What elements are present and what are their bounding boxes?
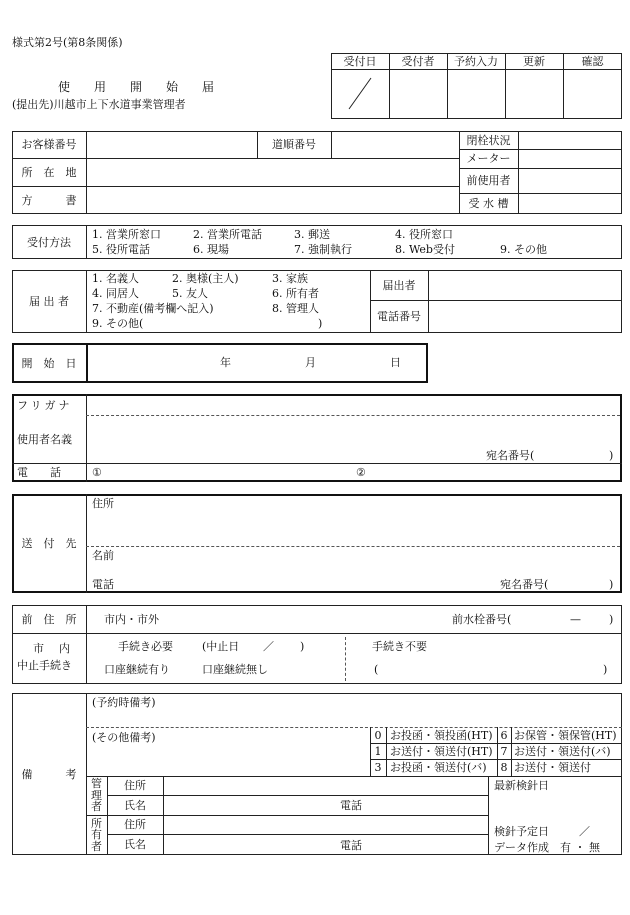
water-tank-label: 受 水 槽	[468, 197, 509, 210]
code-number: 6	[500, 728, 508, 742]
customer-number-field[interactable]	[87, 132, 256, 157]
notifier-option[interactable]: 1. 名義人	[92, 272, 139, 285]
code-option[interactable]: お送付・領送付	[514, 761, 591, 774]
manager-label: 管 理 者	[91, 777, 102, 814]
send-name-field[interactable]	[120, 548, 618, 572]
reception-option[interactable]: 2. 営業所電話	[193, 228, 262, 241]
latest-reading-label: 最新検針日	[494, 779, 549, 792]
stamp-header: 予約入力	[454, 54, 498, 68]
procedure-needed[interactable]: 手続き必要	[118, 640, 173, 653]
user-name-label: 使用者名義	[17, 433, 72, 446]
stamp-header: 更新	[523, 54, 545, 68]
notifier-option[interactable]: 3. 家族	[272, 272, 308, 285]
start-date-label: 開 始 日	[21, 356, 77, 370]
notifier-option[interactable]: 2. 奥様(主人)	[172, 272, 239, 285]
send-address-field[interactable]	[88, 511, 618, 544]
user-phone-label: 電 話	[17, 466, 61, 479]
phone-2-marker: ②	[356, 466, 366, 479]
planned-reading-label: 検針予定日	[494, 825, 549, 838]
address-label: 所 在 地	[21, 165, 77, 179]
user-addressee-close: )	[609, 449, 614, 462]
stop-date-close: )	[300, 640, 305, 653]
data-creation-toggle[interactable]: データ作成 有 ・ 無	[494, 841, 600, 854]
owner-phone-label: 電話	[340, 839, 362, 852]
user-addressee-number-label: 宛名番号(	[486, 449, 535, 462]
manager-phone-label: 電話	[340, 799, 362, 812]
reception-method-label: 受付方法	[27, 235, 71, 249]
notifier-option[interactable]: 8. 管理人	[272, 302, 319, 315]
code-number: 3	[374, 761, 382, 774]
notifier-name-label: 届出者	[382, 278, 416, 292]
notifier-option[interactable]: 7. 不動産(備考欄へ記入)	[92, 302, 214, 315]
start-month-label: 月	[305, 356, 316, 369]
closure-status-label: 閉栓状況	[466, 133, 511, 147]
code-number: 7	[500, 744, 508, 758]
notifier-option[interactable]: 6. 所有者	[272, 287, 319, 300]
planned-reading-slash: ／	[579, 825, 590, 838]
reserve-remarks-field[interactable]	[88, 710, 618, 725]
stop-date-label: (中止日	[202, 640, 240, 653]
date-slash-mark	[331, 69, 389, 119]
direction-field[interactable]	[87, 187, 458, 213]
other-remarks-label: (その他備考)	[92, 731, 156, 744]
start-year-label: 年	[220, 356, 231, 369]
route-number-field[interactable]	[332, 132, 458, 157]
reception-option[interactable]: 6. 現場	[193, 243, 229, 256]
notifier-option[interactable]: 5. 友人	[172, 287, 208, 300]
furigana-field[interactable]	[88, 396, 618, 414]
code-option[interactable]: お投函・領送付(バ)	[390, 761, 487, 774]
phone-1-field[interactable]	[106, 465, 346, 480]
account-continue[interactable]: 口座継続有り	[104, 663, 170, 676]
user-name-field[interactable]	[88, 417, 478, 461]
send-addressee-close: )	[609, 578, 614, 591]
furigana-label: フリガナ	[17, 399, 73, 412]
phone-2-field[interactable]	[370, 465, 618, 480]
phone-1-marker: ①	[92, 466, 102, 479]
remarks-label: 備 考	[21, 767, 77, 781]
code-option[interactable]: お送付・領送付(バ)	[514, 745, 611, 758]
note-close-paren: )	[603, 663, 608, 676]
code-number: 0	[374, 728, 382, 742]
reception-option[interactable]: 9. その他	[500, 243, 547, 256]
send-addressee-number-label: 宛名番号(	[500, 578, 549, 591]
code-option[interactable]: お送付・領送付(HT)	[390, 745, 493, 758]
notifier-other-close: )	[318, 317, 323, 330]
owner-address-label: 住所	[124, 818, 146, 831]
previous-user-label: 前使用者	[466, 174, 511, 187]
stamp-header: 確認	[581, 54, 604, 68]
form-number: 様式第2号(第8条関係)	[12, 36, 123, 49]
city-inside-outside[interactable]: 市内・市外	[104, 613, 159, 626]
manager-address-label: 住所	[124, 779, 146, 792]
reception-option[interactable]: 1. 営業所窓口	[92, 228, 161, 241]
owner-address-field[interactable]	[165, 816, 486, 833]
reception-option[interactable]: 3. 郵送	[294, 228, 330, 241]
notifier-label: 届 出 者	[29, 295, 69, 308]
previous-hydrant-label: 前水栓番号(	[452, 613, 512, 626]
previous-hydrant-close: )	[609, 613, 614, 626]
previous-hydrant-dash: —	[570, 613, 581, 626]
send-phone-field[interactable]	[120, 575, 490, 591]
stamp-header: 受付日	[343, 54, 377, 68]
send-to-label: 送 付 先	[21, 537, 77, 550]
owner-label: 所 有 者	[91, 816, 102, 853]
meter-label: メーター	[466, 152, 511, 165]
customer-number-label: お客様番号	[21, 138, 77, 151]
send-name-label: 名前	[92, 549, 114, 562]
notifier-option[interactable]: 4. 同居人	[92, 287, 139, 300]
manager-name-label: 氏名	[124, 798, 146, 812]
code-number: 1	[374, 744, 382, 758]
city-stop-label-1: 市 内	[33, 642, 72, 655]
direction-label: 方 書	[21, 193, 77, 207]
account-none[interactable]: 口座継続無し	[202, 663, 268, 676]
send-address-label: 住所	[92, 497, 114, 510]
reception-option[interactable]: 8. Web受付	[395, 243, 455, 256]
reception-option[interactable]: 7. 強制執行	[294, 243, 352, 256]
reception-option[interactable]: 5. 役所電話	[92, 243, 150, 256]
code-option[interactable]: お投函・領投函(HT)	[390, 729, 493, 742]
send-phone-label: 電話	[92, 578, 114, 591]
code-number: 8	[500, 761, 508, 774]
owner-name-label: 氏名	[124, 838, 146, 851]
form-title: 使 用 開 始 届	[58, 80, 215, 94]
previous-address-label: 前 住 所	[21, 612, 77, 626]
notifier-phone-label: 電話番号	[377, 310, 421, 323]
code-option[interactable]: お保管・領保管(HT)	[514, 729, 617, 742]
procedure-not-needed[interactable]: 手続き不要	[372, 640, 427, 653]
note-open-paren: (	[374, 663, 379, 676]
reserve-remarks-label: (予約時備考)	[92, 696, 156, 709]
submit-to: (提出先)川越市上下水道事業管理者	[12, 98, 186, 111]
notifier-phone-field[interactable]	[429, 301, 621, 332]
manager-address-field[interactable]	[165, 777, 486, 794]
start-date-field[interactable]	[90, 346, 424, 380]
stop-date-slash: ／	[263, 640, 274, 653]
start-day-label: 日	[390, 356, 401, 369]
stamp-header: 受付者	[401, 54, 435, 68]
address-field[interactable]	[87, 159, 458, 185]
city-stop-label-2: 中止手続き	[17, 659, 72, 672]
reception-option[interactable]: 4. 役所窓口	[395, 228, 453, 241]
route-number-label: 道順番号	[272, 138, 316, 151]
notifier-name-field[interactable]	[429, 271, 621, 299]
notifier-option-other[interactable]: 9. その他(	[92, 317, 144, 330]
